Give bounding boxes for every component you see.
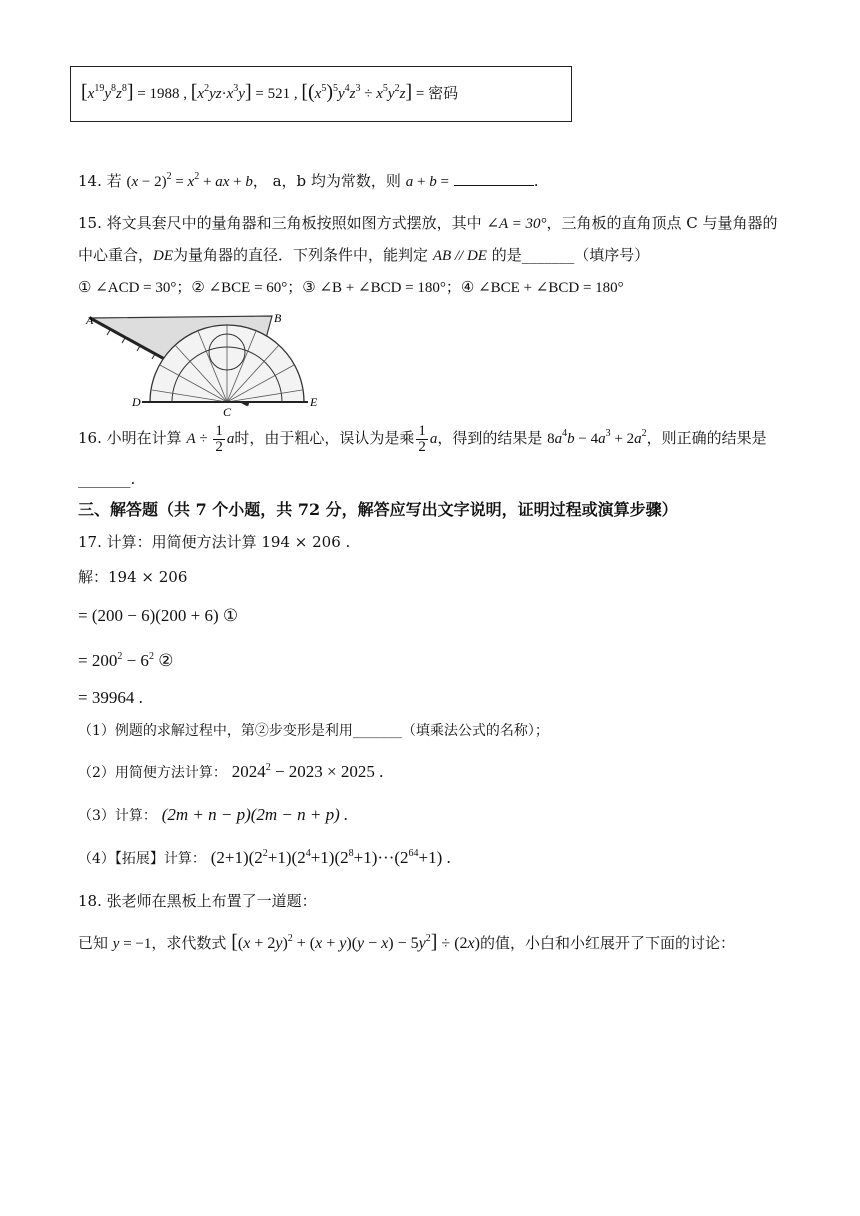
question-16: 16. 小明在计算 A ÷ $\frac{1}{2}$ a时，由于粗心，误认为是乘 $\frac{1}{2}$ a，得到的结果是 $8a^4b - 4a^3 + 2a^2$，则正确的结果是	[78, 423, 767, 455]
question-18-line2: 已知 y = −1，求代数式 $[(x + 2y)^2 + (x + y)(y - x) - 5y^2] \div (2x)$的值，小白和小红展开了下面的讨论：	[78, 931, 735, 953]
eq3-rhs: = 密码	[415, 86, 459, 102]
label-a: A	[86, 313, 94, 327]
question-15-options: ① ∠ACD = 30°；② ∠BCE = 60°；③ ∠B + ∠BCD = 180°；④ ∠BCE + ∠BCD = 180°	[78, 280, 624, 296]
q17-part1: （1）例题的求解过程中，第②步变形是利用_______（填乘法公式的名称）；	[78, 723, 549, 739]
label-d: D	[132, 395, 141, 409]
q17-solution: 解：194 × 206	[78, 568, 188, 586]
question-17: 17. 计算：用简便方法计算 194 × 206 .	[78, 533, 351, 551]
q17-step1: = (200 − 6)(200 + 6) ①	[78, 606, 239, 625]
question-15-line1: 15. 将文具套尺中的量角器和三角板按照如图方式摆放，其中 ∠A = 30°，三角板的直角顶点 C 与量角器的	[78, 214, 778, 232]
label-c: C	[223, 405, 232, 419]
question-14: 14. 若 $(x - 2)^2 = x^2$ + ax + b， a，b 均为常数，则 a + b = .	[78, 171, 539, 190]
q17-part2: （2）用简便方法计算： $2024^2 - 2023 \times 2025$ .	[78, 762, 384, 781]
label-e: E	[310, 395, 318, 409]
label-b: B	[274, 311, 282, 325]
q17-part3: （3）计算： (2m + n − p)(2m − n + p) .	[78, 805, 349, 824]
answer-blank[interactable]	[454, 185, 534, 186]
question-15-line2: 中心重合，DE为量角器的直径．下列条件中，能判定 AB // DE 的是_______（填序号）	[78, 246, 650, 264]
eq1-rhs: = 1988 ,	[137, 86, 187, 102]
protractor-figure	[80, 310, 320, 420]
q17-part4: （4）【拓展】计算： $(2+1)(2^2+1)(2^4+1)(2^8+1)\cdot\cdot\cdot(2^{64}+1)$ .	[78, 848, 451, 867]
question-16-blank: _______.	[78, 470, 136, 488]
section-3-title: 三、解答题（共 7 个小题，共 72 分，解答应写出文字说明，证明过程或演算步骤）	[78, 500, 678, 519]
question-18: 18. 张老师在黑板上布置了一道题：	[78, 892, 317, 910]
eq2-rhs: = 521 ,	[255, 86, 298, 102]
password-box	[70, 66, 572, 122]
q17-step2: = $200^2 - 6^2$ ②	[78, 651, 174, 670]
password-equations: $[x^{19}y^8z^8] = 1988$ , $[x^2yz\cdot x^3y] = 521$ , $[(x^5)^5y^4z^3 \div x^5y^2z]$ = 密码	[81, 81, 459, 103]
q17-step3: = 39964 .	[78, 688, 143, 707]
